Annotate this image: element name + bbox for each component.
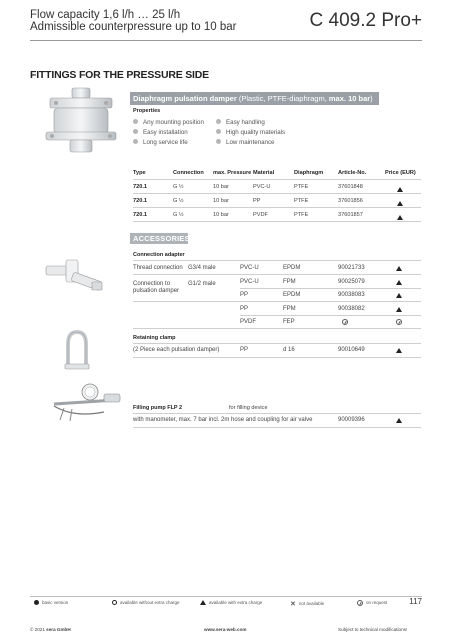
header-info (30, 9, 236, 33)
website-link[interactable]: www.sera-web.com (204, 627, 247, 632)
clamp-material: PP (240, 347, 249, 353)
legend-basic: basic version (34, 600, 68, 605)
basic-version-icon (34, 600, 39, 605)
table-row: 720.1 G ½ 10 bar PVC-U PTFE 37601848 (133, 181, 421, 194)
available-extra-charge-icon (396, 418, 402, 423)
retaining-clamp-image (62, 328, 92, 372)
available-extra-charge-icon (396, 293, 402, 298)
available-extra-charge-icon (396, 348, 402, 353)
adapter-article: 90021733 (338, 265, 365, 271)
bullet-icon (216, 119, 221, 124)
legend-not-available: ✕ not available (290, 601, 325, 608)
table-row: 720.1 G ½ 10 bar PP PTFE 37601856 (133, 195, 421, 208)
filling-pump-article: 90009396 (338, 417, 365, 423)
available-extra-charge-icon (396, 280, 402, 285)
available-extra-charge-icon (200, 600, 206, 605)
divider (240, 288, 421, 289)
adapter-seal: FPM (283, 279, 296, 285)
divider (133, 357, 421, 358)
property-item: Low maintenance (216, 138, 285, 148)
clamp-article: 90010649 (338, 347, 365, 353)
adapter-size: G3/4 male (188, 265, 216, 271)
property-item: Any mounting position (133, 118, 204, 128)
connection-adapter-label: Connection adapter (133, 252, 185, 258)
accessories-title: ACCESSORIES (130, 233, 188, 244)
retaining-clamp-label: Retaining clamp (133, 335, 176, 341)
available-extra-charge-icon (397, 187, 403, 192)
adapter-seal: EPDM (283, 292, 301, 298)
divider (133, 260, 421, 261)
product-title: Diaphragm pulsation damper (133, 94, 237, 103)
header-divider (30, 40, 422, 41)
divider (133, 274, 421, 275)
on-request-icon (396, 319, 402, 325)
legend-no-charge: available without extra charge (112, 600, 180, 605)
adapter-desc: Connection to (133, 281, 171, 287)
legend-on-request: on request (357, 600, 387, 606)
available-extra-charge-icon (397, 201, 403, 206)
property-item: Long service life (133, 138, 204, 148)
header-model: C 409.2 Pro+ (309, 10, 422, 31)
on-request-icon (342, 319, 348, 325)
available-extra-charge-icon (397, 215, 403, 220)
product-table-header: Type Connection max. Pressure Material Diaphragm Article-No. Price (EUR) (133, 167, 421, 180)
adapter-seal: FPM (283, 306, 296, 312)
available-extra-charge-icon (396, 266, 402, 271)
property-item: Easy installation (133, 128, 204, 138)
connection-adapter-image (44, 250, 114, 296)
divider (133, 427, 421, 428)
property-item: Easy handling (216, 118, 285, 128)
divider (133, 413, 421, 414)
bullet-icon (216, 129, 221, 134)
adapter-seal: FEP (283, 319, 295, 325)
divider (133, 343, 421, 344)
footer-divider (30, 596, 422, 597)
available-no-charge-icon (112, 600, 117, 605)
filling-pump-desc: with manometer, max. 7 bar incl. 2m hose and coupling for air valve (133, 417, 313, 423)
property-item: High quality materials (216, 128, 285, 138)
legend-extra-charge: available with extra charge (200, 600, 262, 605)
adapter-material: PP (240, 292, 249, 298)
adapter-material: PVC-U (240, 279, 259, 285)
clamp-desc: (2 Piece each pulsation damper) (133, 347, 220, 353)
available-extra-charge-icon (396, 307, 402, 312)
section-title: FITTINGS FOR THE PRESSURE SIDE (30, 69, 209, 81)
adapter-article: 90038082 (338, 306, 365, 312)
adapter-article: 90025079 (338, 279, 365, 285)
adapter-desc: Thread connection (133, 265, 183, 271)
bullet-icon (216, 139, 221, 144)
adapter-material: PP (240, 306, 249, 312)
page-number: 117 (409, 597, 422, 606)
adapter-material: PVC-U (240, 265, 259, 271)
adapter-article: 90038083 (338, 292, 365, 298)
not-available-icon: ✕ (290, 601, 296, 608)
product-title-bar (130, 92, 379, 105)
bullet-icon (133, 119, 138, 124)
table-row: 720.1 G ½ 10 bar PVDF PTFE 37601857 (133, 209, 421, 222)
filling-pump-image (44, 378, 126, 424)
pulsation-damper-image (40, 86, 122, 160)
adapter-material: PVDF (240, 319, 257, 325)
product-subtitle-end: ) (370, 94, 373, 103)
adapter-desc-2: pulsation damper (133, 288, 180, 294)
filling-pump-label: Filling pump FLP 2 (133, 405, 183, 411)
divider (240, 315, 421, 316)
copyright: © 2021 sera GmbH (30, 627, 71, 632)
product-subtitle-pressure: max. 10 bar (328, 94, 371, 103)
disclaimer: Subject to technical modifications! (338, 627, 408, 632)
adapter-size: G1/2 male (188, 281, 216, 287)
clamp-size: d 16 (283, 347, 295, 353)
filling-pump-label-desc: for filling device (229, 405, 268, 411)
product-subtitle: (Plastic, PTFE-diaphragm, (236, 94, 329, 103)
on-request-icon (357, 600, 363, 606)
divider (133, 301, 421, 302)
properties-left (133, 118, 204, 148)
divider (133, 328, 421, 329)
header-counterpressure: Admissible counterpressure up to 10 bar (30, 21, 237, 33)
adapter-seal: EPDM (283, 265, 301, 271)
bullet-icon (133, 139, 138, 144)
properties-label: Properties (133, 108, 161, 114)
header-flow-capacity: Flow capacity 1,6 l/h … 25 l/h (30, 9, 181, 21)
properties-right (216, 118, 285, 148)
bullet-icon (133, 129, 138, 134)
